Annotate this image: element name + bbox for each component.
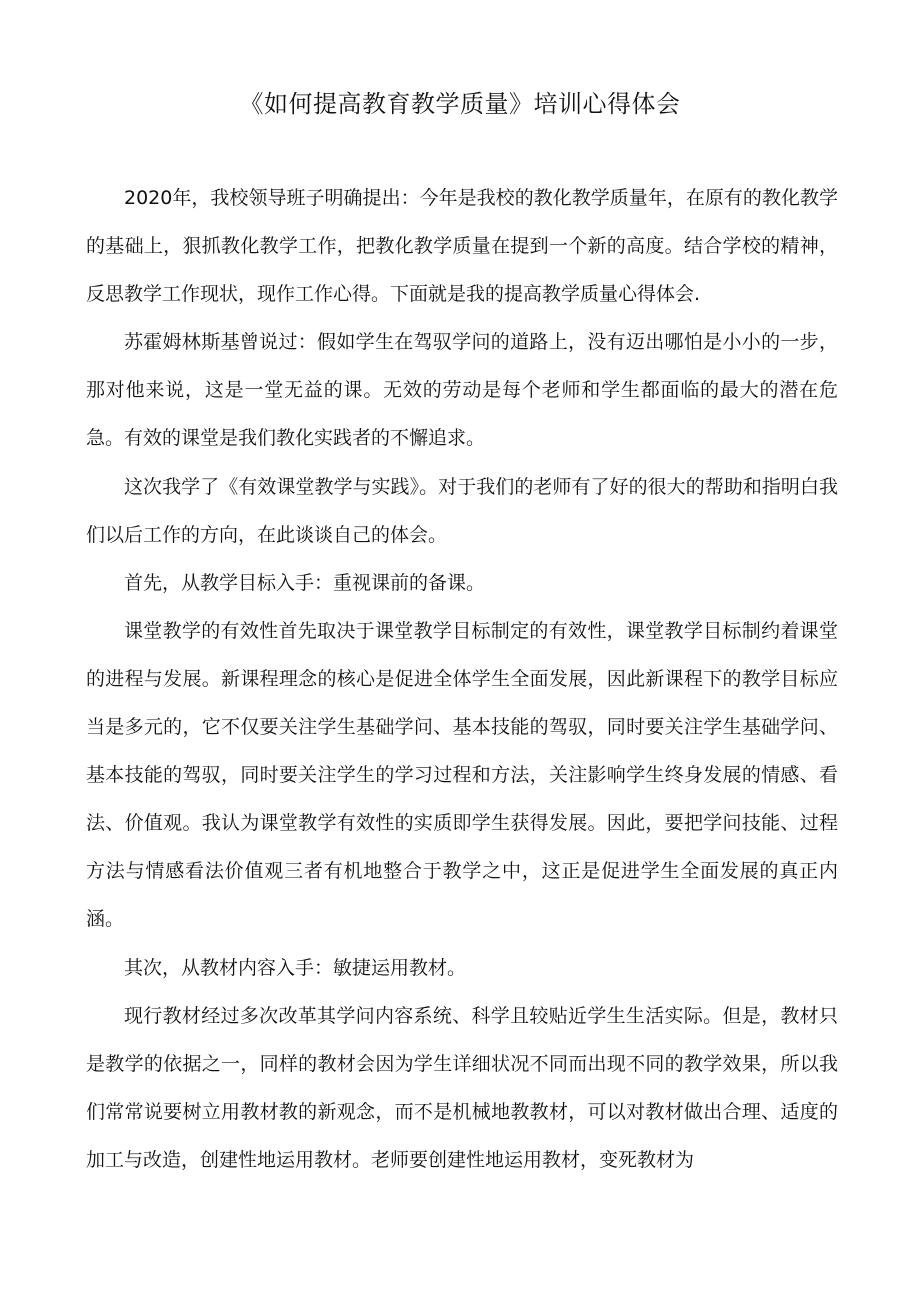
paragraph-4: 首先，从教学目标入手：重视课前的备课。	[124, 571, 486, 594]
document-title: 《如何提高教育教学质量》培训心得体会	[239, 90, 681, 118]
paragraph-2: 苏霍姆林斯基曾说过：假如学生在驾驭学问的道路上，没有迈出哪怕是小小的一步，那对他来说，这是一堂无益的课。无效的劳动是每个老师和学生都面临的最大的潜在危急。有效的课堂是我们教化实践者的不懈追求。	[86, 331, 838, 450]
paragraph-1: 2020年，我校领导班子明确提出：今年是我校的教化教学质量年，在原有的教化教学的基础上，狠抓教化教学工作，把教化教学质量在提到一个新的高度。结合学校的精神，反思教学工作现状，现作工作心得。下面就是我的提高教学质量心得体会.	[86, 187, 838, 306]
paragraph-5: 课堂教学的有效性首先取决于课堂教学目标制定的有效性，课堂教学目标制约着课堂的进程与发展。新课程理念的核心是促进全体学生全面发展，因此新课程下的教学目标应当是多元的，它不仅要关注学生基础学问、基本技能的驾驭，同时要关注学生基础学问、基本技能的驾驭，同时要关注学生的学习过程和方法，关注影响学生终身发展的情感、看法、价值观。我认为课堂教学有效性的实质即学生获得发展。因此，要把学问技能、过程方法与情感看法价值观三者有机地整合于教学之中，这正是促进学生全面发展的真正内涵。	[86, 619, 838, 931]
paragraph-7: 现行教材经过多次改革其学问内容系统、科学且较贴近学生生活实际。但是，教材只是教学的依据之一，同样的教材会因为学生详细状况不同而出现不同的教学效果，所以我们常常说要树立用教材教的新观念，而不是机械地教教材，可以对教材做出合理、适度的加工与改造，创建性地运用教材。老师要创建性地运用教材，变死教材为	[86, 1004, 838, 1171]
document-body	[86, 174, 838, 1184]
paragraph-3: 这次我学了《有效课堂教学与实践》。对于我们的老师有了好的很大的帮助和指明白我们以后工作的方向，在此谈谈自己的体会。	[86, 475, 838, 546]
paragraph-6: 其次，从教材内容入手：敏捷运用教材。	[124, 956, 467, 979]
